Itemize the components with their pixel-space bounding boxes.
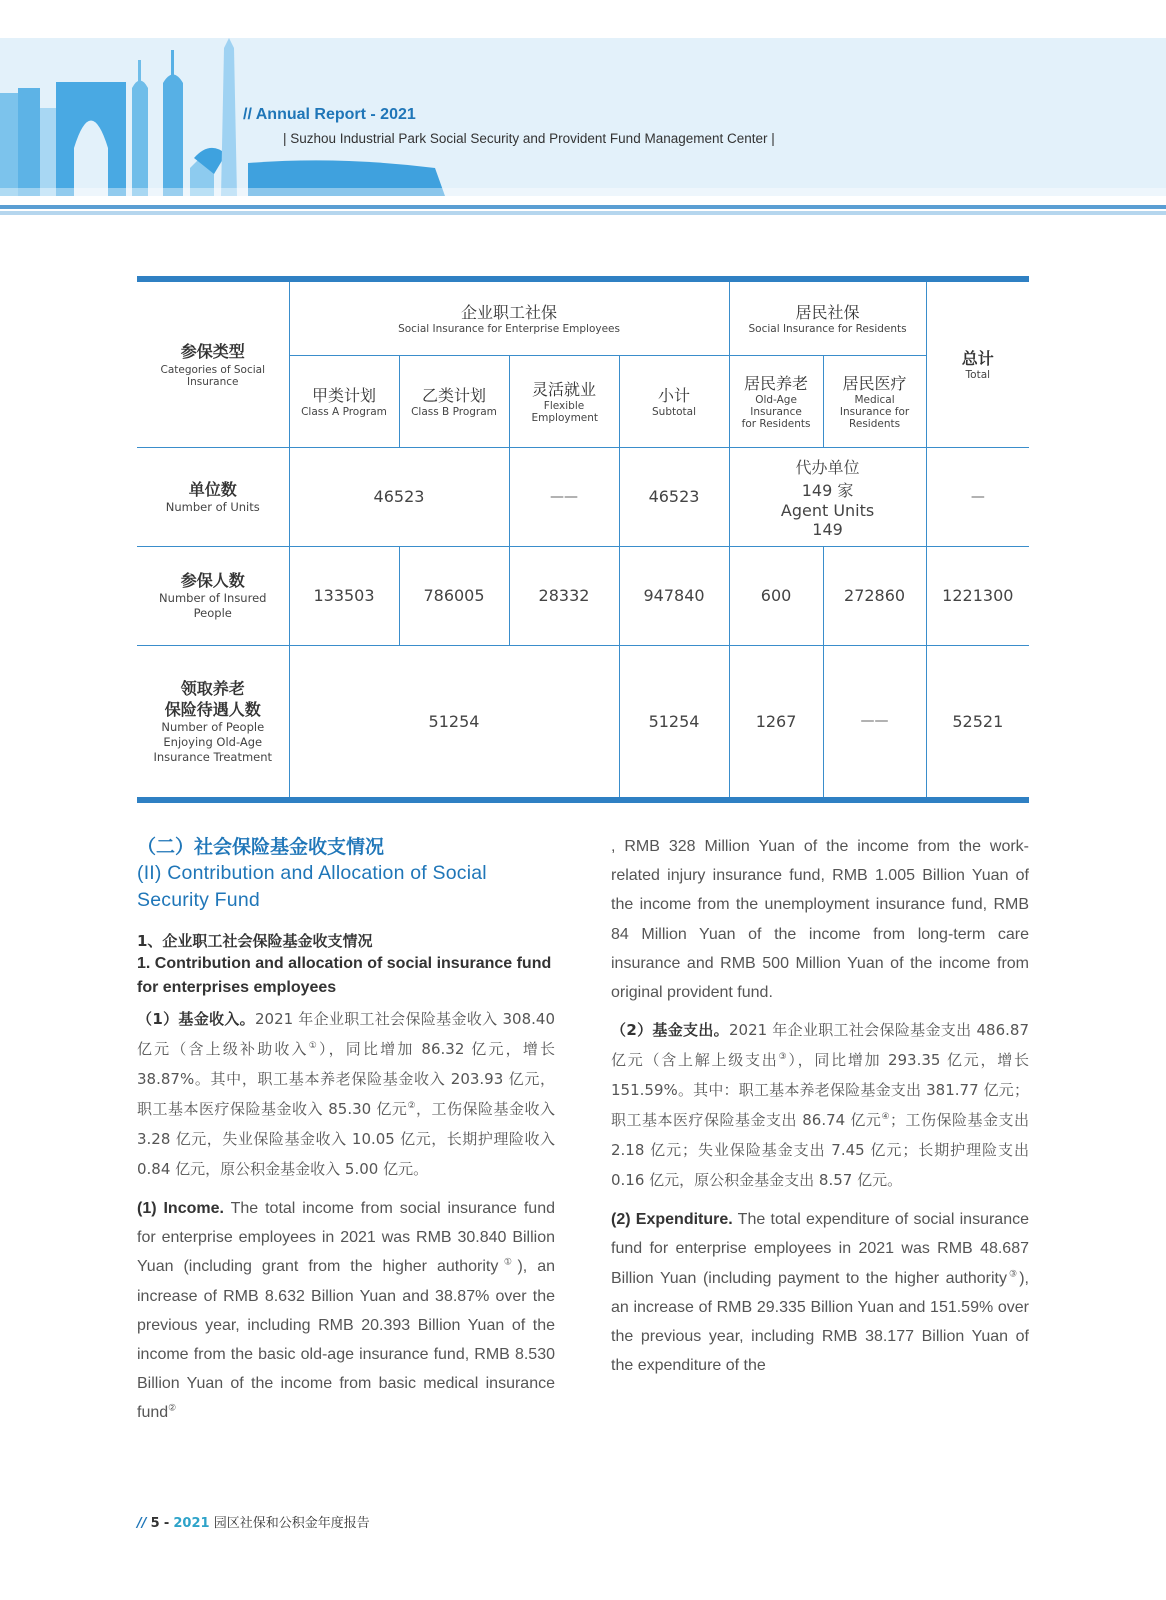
col-flexible: 灵活就业 Flexible Employment	[509, 355, 619, 447]
cell-units-residents: 代办单位 149 家 Agent Units 149	[729, 447, 926, 546]
right-column	[611, 832, 1029, 1380]
cell-insured-total: 1221300	[926, 546, 1029, 645]
page-footer: // 5 - 2021 园区社保和公积金年度报告	[137, 1516, 370, 1531]
cell-insured-subtotal: 947840	[619, 546, 729, 645]
section-title-en: (II) Contribution and Allocation of Social Security Fund	[137, 862, 487, 911]
insurance-table	[137, 276, 1029, 803]
income-paragraph-en: (1) Income. The total income from social insurance fund for enterprise employees in 2021 was RMB 30.840 Billion Yuan (including grant from the higher authority①), an increase of RMB 8.632 Billion Yuan and 38.87% over the previous year, including RMB 20.393 Billion Yuan of the income from the basic old-age insurance fund, RMB 8.530 Billion Yuan of the income from basic medical insurance fund②	[137, 1200, 556, 1422]
cell-insured-flexible: 28332	[509, 546, 619, 645]
income-paragraph-en-cont: , RMB 328 Million Yuan of the income from the work-related injury insurance fund, RMB 1.005 Billion Yuan of the income from the unemployment insurance fund, RMB 84 Million Yuan of the income from long-term care insurance and RMB 500 Million Yuan of the income from original provident fund.	[611, 838, 1029, 1002]
cell-units-ab: 46523	[289, 447, 509, 546]
cell-units-subtotal: 46523	[619, 447, 729, 546]
cell-insured-class-a: 133503	[289, 546, 399, 645]
report-title: // Annual Report - 2021	[243, 106, 416, 123]
cell-pension-subtotal: 51254	[619, 645, 729, 800]
header-rule-light	[0, 211, 1166, 215]
cell-insured-medical: 272860	[823, 546, 926, 645]
section-title-zh: （二）社会保险基金收支情况	[137, 836, 385, 858]
col-class-b: 乙类计划 Class B Program	[399, 355, 509, 447]
expenditure-paragraph-en: (2) Expenditure. The total expenditure of social insurance fund for enterprise employees in 2021 was RMB 48.687 Billion Yuan (including payment to the higher authority③), an increase of RMB 29.335 Billion Yuan and 151.59% over the previous year, including RMB 38.177 Billion Yuan of the expenditure of the	[611, 1211, 1030, 1375]
cell-units-flexible: ——	[509, 447, 619, 546]
header-rule	[0, 205, 1166, 209]
cell-insured-class-b: 786005	[399, 546, 509, 645]
cell-pension-oldage: 1267	[729, 645, 823, 800]
residents-header: 居民社保 Social Insurance for Residents	[729, 279, 926, 355]
enterprise-header: 企业职工社保 Social Insurance for Enterprise Employees	[289, 279, 729, 355]
row-label-pension: 领取养老 保险待遇人数 Number of People Enjoying Old-Age Insurance Treatment	[137, 645, 289, 800]
income-paragraph-zh: （1）基金收入。2021 年企业职工社会保险基金收入 308.40 亿元（含上级补助收入①），同比增加 86.32 亿元，增长 38.87%。其中，职工基本养老保险基金收入 203.93 亿元，职工基本医疗保险基金收入 85.30 亿元②，工伤保险基金收入 3.28 亿元，失业保险基金收入 10.05 亿元，长期护理险收入 0.84 亿元，原公积金基金收入 5.00 亿元。	[137, 1010, 555, 1178]
table-row	[137, 447, 1029, 546]
page-number: 5	[150, 1516, 160, 1531]
cell-units-total: —	[926, 447, 1029, 546]
subsection-title-zh: 1、企业职工社会保险基金收支情况	[137, 932, 373, 950]
skyline-illustration	[0, 38, 1166, 196]
header-banner	[0, 38, 1166, 196]
subsection-title-en: 1. Contribution and allocation of social insurance fund for enterprises employees	[137, 955, 552, 996]
table-row	[137, 546, 1029, 645]
table-row	[137, 645, 1029, 800]
row-label-units: 单位数 Number of Units	[137, 447, 289, 546]
cell-pension-enterprise: 51254	[289, 645, 619, 800]
col-class-a: 甲类计划 Class A Program	[289, 355, 399, 447]
total-header: 总计 Total	[926, 279, 1029, 447]
row-label-insured: 参保人数 Number of Insured People	[137, 546, 289, 645]
category-header: 参保类型 Categories of Social Insurance	[137, 279, 289, 447]
report-subtitle: | Suzhou Industrial Park Social Security and Provident Fund Management Center |	[283, 131, 775, 146]
cell-pension-medical: ——	[823, 645, 926, 800]
col-oldage: 居民养老 Old-Age Insurance for Residents	[729, 355, 823, 447]
col-medical: 居民医疗 Medical Insurance for Residents	[823, 355, 926, 447]
cell-pension-total: 52521	[926, 645, 1029, 800]
cell-insured-oldage: 600	[729, 546, 823, 645]
expenditure-paragraph-zh: （2）基金支出。2021 年企业职工社会保险基金支出 486.87 亿元（含上解上级支出③），同比增加 293.35 亿元，增长 151.59%。其中：职工基本养老保险基金支出 381.77 亿元；职工基本医疗保险基金支出 86.74 亿元④；工伤保险基金支出 2.18 亿元；失业保险基金支出 7.45 亿元；长期护理险支出 0.16 亿元，原公积金基金支出 8.57 亿元。	[611, 1021, 1029, 1190]
col-subtotal: 小计 Subtotal	[619, 355, 729, 447]
left-column	[137, 834, 555, 1428]
